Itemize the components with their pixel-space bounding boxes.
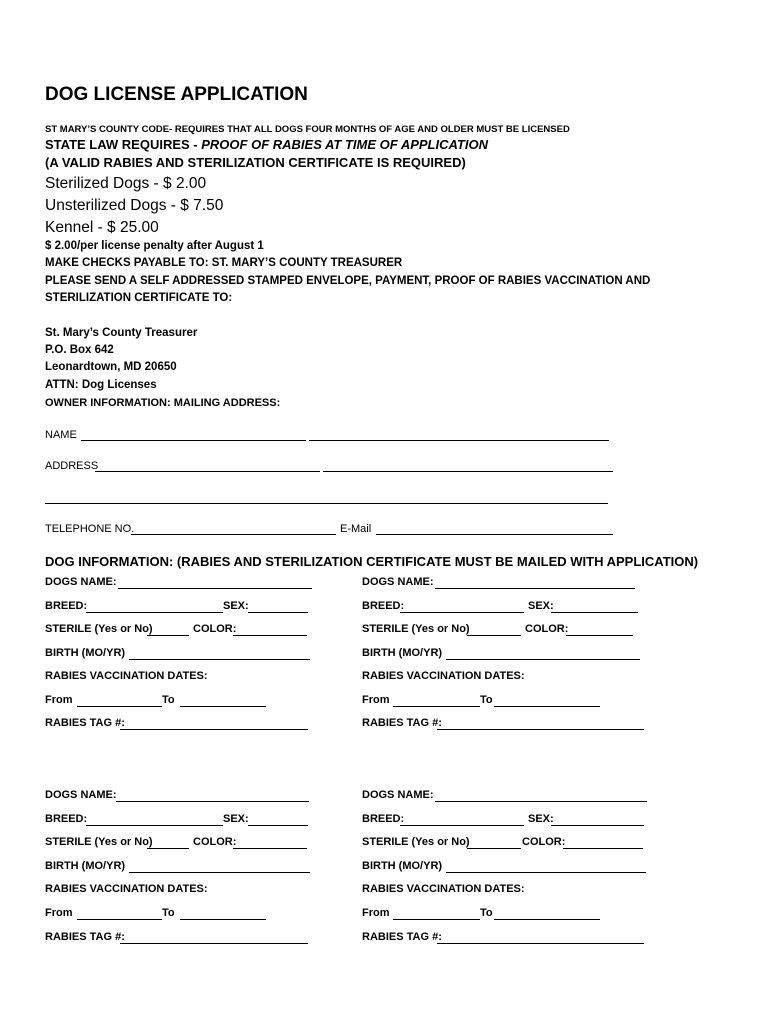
color-field[interactable]	[233, 848, 307, 849]
color-label: COLOR:	[525, 623, 569, 635]
rabies-tag-field[interactable]	[437, 943, 644, 944]
rabies-tag-field[interactable]	[437, 729, 644, 730]
dogs-name-field[interactable]	[435, 588, 635, 589]
sex-label: SEX:	[223, 813, 249, 825]
telephone-label: TELEPHONE NO.	[45, 523, 135, 535]
sex-field[interactable]	[551, 825, 644, 826]
state-law-prefix: STATE LAW REQUIRES -	[45, 137, 202, 152]
birth-field[interactable]	[446, 872, 646, 873]
sterile-field[interactable]	[467, 848, 521, 849]
breed-field[interactable]	[400, 825, 524, 826]
birth-label: BIRTH (MO/YR)	[362, 647, 443, 659]
from-label: From	[362, 694, 390, 706]
from-field[interactable]	[393, 706, 480, 707]
dogs-name-label: DOGS NAME:	[362, 576, 434, 588]
dogs-name-field[interactable]	[118, 588, 312, 589]
sterile-field[interactable]	[147, 635, 189, 636]
breed-label: BREED:	[362, 813, 405, 825]
send-instructions-line2: STERILIZATION CERTIFICATE TO:	[45, 292, 233, 304]
rabies-tag-field[interactable]	[120, 943, 308, 944]
address-line-attn: ATTN: Dog Licenses	[45, 379, 157, 391]
rabies-dates-label: RABIES VACCINATION DATES:	[362, 670, 525, 682]
breed-label: BREED:	[45, 600, 88, 612]
address-line-city: Leonardtown, MD 20650	[45, 361, 177, 373]
to-field[interactable]	[180, 706, 266, 707]
color-label: COLOR:	[193, 623, 237, 635]
name-field-second[interactable]	[309, 440, 609, 441]
penalty-notice: $ 2.00/per license penalty after August 1	[45, 240, 264, 252]
fee-sterilized: Sterilized Dogs - $ 2.00	[45, 175, 207, 192]
rabies-tag-label: RABIES TAG #:	[45, 931, 125, 943]
sex-field[interactable]	[551, 612, 638, 613]
telephone-field[interactable]	[131, 534, 336, 535]
breed-field[interactable]	[86, 825, 223, 826]
from-label: From	[45, 694, 73, 706]
rabies-dates-label: RABIES VACCINATION DATES:	[45, 670, 208, 682]
address-line-treasurer: St. Mary’s County Treasurer	[45, 327, 198, 339]
from-label: From	[362, 907, 390, 919]
state-law-notice	[45, 137, 488, 152]
name-label: NAME	[45, 429, 77, 441]
sex-label: SEX:	[223, 600, 249, 612]
county-code-notice: ST MARY’S COUNTY CODE- REQUIRES THAT ALL DOGS FOUR MONTHS OF AGE AND OLDER MUST BE LICENSED	[45, 124, 570, 135]
color-label: COLOR:	[522, 836, 566, 848]
breed-label: BREED:	[45, 813, 88, 825]
sterile-field[interactable]	[467, 635, 521, 636]
dog-heading: DOG INFORMATION: (RABIES AND STERILIZATION CERTIFICATE MUST BE MAILED WITH APPLICATION)	[45, 554, 699, 569]
color-field[interactable]	[233, 635, 307, 636]
sex-field[interactable]	[248, 825, 308, 826]
sterile-label: STERILE (Yes or No)	[362, 623, 470, 635]
to-field[interactable]	[494, 919, 600, 920]
page-title: DOG LICENSE APPLICATION	[45, 84, 308, 105]
certificate-note: (A VALID RABIES AND STERILIZATION CERTIFICATE IS REQUIRED)	[45, 155, 466, 170]
birth-label: BIRTH (MO/YR)	[45, 647, 126, 659]
dogs-name-label: DOGS NAME:	[45, 576, 117, 588]
dogs-name-field[interactable]	[435, 801, 647, 802]
owner-heading: OWNER INFORMATION: MAILING ADDRESS:	[45, 397, 281, 409]
address-field-first[interactable]	[95, 471, 320, 472]
rabies-tag-label: RABIES TAG #:	[45, 717, 125, 729]
breed-field[interactable]	[400, 612, 524, 613]
sex-label: SEX:	[528, 600, 554, 612]
state-law-emphasis: PROOF OF RABIES AT TIME OF APPLICATION	[201, 137, 488, 152]
to-label: To	[480, 907, 493, 919]
breed-field[interactable]	[86, 612, 223, 613]
birth-field[interactable]	[446, 659, 640, 660]
address-field-second[interactable]	[323, 471, 613, 472]
sterile-label: STERILE (Yes or No)	[45, 623, 153, 635]
send-instructions-line1: PLEASE SEND A SELF ADDRESSED STAMPED ENVELOPE, PAYMENT, PROOF OF RABIES VACCINATION AND	[45, 275, 651, 287]
dogs-name-field[interactable]	[116, 801, 309, 802]
fee-kennel: Kennel - $ 25.00	[45, 219, 159, 236]
address-line-po-box: P.O. Box 642	[45, 344, 114, 356]
email-field[interactable]	[376, 534, 613, 535]
dogs-name-label: DOGS NAME:	[45, 789, 117, 801]
rabies-tag-field[interactable]	[120, 729, 308, 730]
birth-label: BIRTH (MO/YR)	[362, 860, 443, 872]
color-field[interactable]	[566, 635, 633, 636]
sterile-label: STERILE (Yes or No)	[362, 836, 470, 848]
fee-unsterilized: Unsterilized Dogs - $ 7.50	[45, 197, 224, 214]
address-label: ADDRESS	[45, 460, 99, 472]
sex-field[interactable]	[248, 612, 308, 613]
rabies-dates-label: RABIES VACCINATION DATES:	[362, 883, 525, 895]
birth-field[interactable]	[129, 872, 310, 873]
color-label: COLOR:	[193, 836, 237, 848]
email-label: E-Mail	[340, 523, 372, 535]
birth-label: BIRTH (MO/YR)	[45, 860, 126, 872]
color-field[interactable]	[563, 848, 643, 849]
name-field-first[interactable]	[81, 440, 306, 441]
to-field[interactable]	[494, 706, 600, 707]
rabies-tag-label: RABIES TAG #:	[362, 717, 442, 729]
payable-notice: MAKE CHECKS PAYABLE TO: ST. MARY’S COUNTY TREASURER	[45, 257, 403, 269]
dogs-name-label: DOGS NAME:	[362, 789, 434, 801]
sterile-field[interactable]	[147, 848, 189, 849]
rabies-dates-label: RABIES VACCINATION DATES:	[45, 883, 208, 895]
from-field[interactable]	[393, 919, 480, 920]
to-label: To	[162, 907, 175, 919]
from-field[interactable]	[77, 919, 162, 920]
birth-field[interactable]	[129, 659, 310, 660]
rabies-tag-label: RABIES TAG #:	[362, 931, 442, 943]
to-field[interactable]	[180, 919, 266, 920]
to-label: To	[162, 694, 175, 706]
from-label: From	[45, 907, 73, 919]
sterile-label: STERILE (Yes or No)	[45, 836, 153, 848]
address-field-line2[interactable]	[45, 503, 608, 504]
sex-label: SEX:	[528, 813, 554, 825]
to-label: To	[480, 694, 493, 706]
breed-label: BREED:	[362, 600, 405, 612]
from-field[interactable]	[77, 706, 162, 707]
